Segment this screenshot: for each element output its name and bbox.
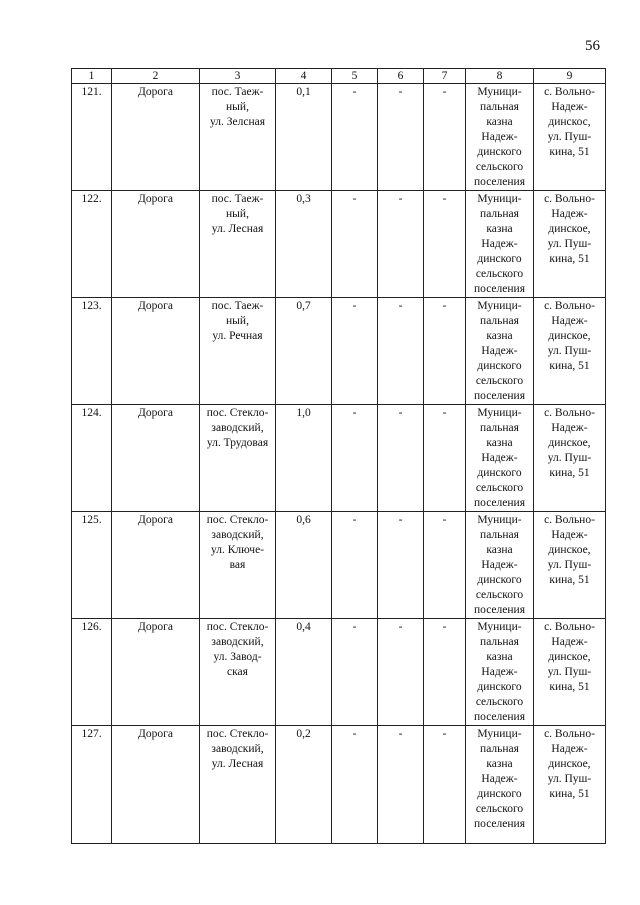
owner-name-line: пальная [480, 208, 519, 220]
column-header: 4 [276, 69, 332, 84]
owner-location [534, 512, 606, 619]
owner-location-line: ул. Пуш- [547, 666, 592, 678]
road-length: 0,1 [276, 84, 332, 191]
object-address-line: ул. Завод- [213, 651, 262, 663]
cell-col6: - [378, 191, 424, 298]
object-type: Дорога [112, 512, 200, 619]
object-address [200, 619, 276, 726]
owner-name-line: Надеж- [481, 773, 518, 785]
cell-col6: - [378, 298, 424, 405]
object-address-line: ный, [226, 315, 249, 327]
road-length: 0,6 [276, 512, 332, 619]
cell-col5: - [332, 84, 378, 191]
owner-name [466, 84, 534, 191]
owner-name-line: сельского [475, 589, 524, 601]
owner-name-line: сельского [475, 268, 524, 280]
owner-location-line: ул. Пуш- [547, 238, 592, 250]
cell-col7: - [424, 191, 466, 298]
owner-location-line: с. Вольно- [544, 621, 595, 633]
column-header: 1 [72, 69, 112, 84]
object-type: Дорога [112, 619, 200, 726]
object-address-line: ул. Трудовая [206, 437, 269, 449]
table-row [72, 84, 606, 191]
owner-name-line: сельского [475, 696, 524, 708]
cell-col5: - [332, 619, 378, 726]
owner-location-line: кина, 51 [549, 574, 590, 586]
road-length: 0,3 [276, 191, 332, 298]
cell-col6: - [378, 405, 424, 512]
owner-location-line: с. Вольно- [544, 407, 595, 419]
object-address-line: ская [227, 666, 248, 678]
owner-name-line: Муници- [477, 621, 522, 633]
object-address-line: заводский, [211, 743, 264, 755]
owner-name-line: поселения [474, 497, 525, 509]
owner-location-line: ул. Пуш- [547, 773, 592, 785]
object-address-line: ул. Зелсная [210, 116, 265, 128]
object-address-line: вая [229, 559, 246, 571]
owner-location-line: динскос, [548, 116, 591, 128]
object-type: Дорога [112, 84, 200, 191]
owner-location-line: с. Вольно- [544, 300, 595, 312]
object-address [200, 405, 276, 512]
owner-name-line: сельского [475, 375, 524, 387]
object-address-line: ул. Ключе- [210, 544, 264, 556]
owner-location-line: Надеж- [551, 743, 588, 755]
column-header: 8 [466, 69, 534, 84]
owner-name-line: Надеж- [481, 452, 518, 464]
owner-name-line: Муници- [477, 514, 522, 526]
owner-name-line: пальная [480, 315, 519, 327]
owner-name-line: динского [477, 146, 522, 158]
row-number: 122. [72, 191, 112, 298]
object-address-line: ул. Лесная [211, 223, 264, 235]
owner-location-line: динское, [548, 651, 591, 663]
cell-col5: - [332, 298, 378, 405]
cell-col7: - [424, 512, 466, 619]
row-number: 121. [72, 84, 112, 191]
owner-name-line: динского [477, 253, 522, 265]
owner-name [466, 298, 534, 405]
owner-name-line: пальная [480, 636, 519, 648]
owner-location-line: с. Вольно- [544, 728, 595, 740]
owner-name [466, 405, 534, 512]
property-registry-table [71, 68, 606, 844]
owner-name-line: динского [477, 788, 522, 800]
owner-location-line: ул. Пуш- [547, 559, 592, 571]
owner-name-line: казна [486, 437, 513, 449]
table-row [72, 619, 606, 726]
object-type: Дорога [112, 405, 200, 512]
owner-name-line: пальная [480, 743, 519, 755]
owner-name-line: динского [477, 360, 522, 372]
cell-col6: - [378, 726, 424, 844]
object-address-line: пос. Стекло- [206, 728, 269, 740]
column-header: 6 [378, 69, 424, 84]
cell-col7: - [424, 405, 466, 512]
owner-location-line: Надеж- [551, 422, 588, 434]
owner-name-line: Муници- [477, 193, 522, 205]
owner-name-line: пальная [480, 529, 519, 541]
object-type: Дорога [112, 726, 200, 844]
object-address [200, 191, 276, 298]
owner-name-line: Надеж- [481, 559, 518, 571]
object-address-line: пос. Таеж- [211, 300, 264, 312]
owner-name-line: динского [477, 574, 522, 586]
owner-name-line: пальная [480, 422, 519, 434]
road-length: 0,2 [276, 726, 332, 844]
owner-name-line: Надеж- [481, 238, 518, 250]
owner-name-line: поселения [474, 818, 525, 830]
row-number: 124. [72, 405, 112, 512]
object-address-line: пос. Стекло- [206, 514, 269, 526]
owner-name-line: казна [486, 651, 513, 663]
row-number: 123. [72, 298, 112, 405]
owner-location-line: кина, 51 [549, 467, 590, 479]
object-address [200, 298, 276, 405]
cell-col6: - [378, 512, 424, 619]
owner-location [534, 405, 606, 512]
owner-name-line: поселения [474, 283, 525, 295]
header-row [72, 69, 606, 84]
cell-col7: - [424, 84, 466, 191]
owner-name-line: динского [477, 681, 522, 693]
owner-name-line: казна [486, 223, 513, 235]
cell-col6: - [378, 619, 424, 726]
object-type: Дорога [112, 298, 200, 405]
page-number: 56 [585, 38, 600, 54]
object-address-line: пос. Стекло- [206, 621, 269, 633]
column-header: 7 [424, 69, 466, 84]
owner-location-line: с. Вольно- [544, 514, 595, 526]
owner-location [534, 726, 606, 844]
owner-location-line: Надеж- [551, 101, 588, 113]
owner-name [466, 619, 534, 726]
owner-name-line: Муници- [477, 728, 522, 740]
row-number: 127. [72, 726, 112, 844]
owner-location-line: с. Вольно- [544, 193, 595, 205]
owner-location [534, 84, 606, 191]
owner-name-line: поселения [474, 390, 525, 402]
owner-name-line: сельского [475, 161, 524, 173]
object-address-line: пос. Стекло- [206, 407, 269, 419]
object-type: Дорога [112, 191, 200, 298]
owner-name-line: Надеж- [481, 345, 518, 357]
owner-name-line: Муници- [477, 86, 522, 98]
column-header: 3 [200, 69, 276, 84]
owner-location-line: Надеж- [551, 636, 588, 648]
owner-location-line: кина, 51 [549, 360, 590, 372]
owner-location-line: ул. Пуш- [547, 452, 592, 464]
owner-name-line: поселения [474, 604, 525, 616]
owner-location-line: кина, 51 [549, 146, 590, 158]
owner-location-line: динское, [548, 330, 591, 342]
owner-name [466, 726, 534, 844]
owner-name-line: пальная [480, 101, 519, 113]
column-header: 2 [112, 69, 200, 84]
owner-location [534, 191, 606, 298]
object-address-line: ул. Речная [212, 330, 263, 342]
owner-name [466, 512, 534, 619]
owner-location-line: с. Вольно- [544, 86, 595, 98]
object-address-line: ул. Лесная [211, 758, 264, 770]
table-row [72, 405, 606, 512]
owner-name-line: Муници- [477, 300, 522, 312]
owner-location-line: динское, [548, 437, 591, 449]
owner-location-line: ул. Пуш- [547, 131, 592, 143]
owner-location-line: Надеж- [551, 529, 588, 541]
row-number: 125. [72, 512, 112, 619]
owner-name [466, 191, 534, 298]
column-header: 5 [332, 69, 378, 84]
road-length: 0,4 [276, 619, 332, 726]
owner-location-line: кина, 51 [549, 788, 590, 800]
table-row [72, 726, 606, 844]
owner-location-line: Надеж- [551, 315, 588, 327]
object-address-line: пос. Таеж- [211, 86, 264, 98]
object-address-line: заводский, [211, 636, 264, 648]
cell-col6: - [378, 84, 424, 191]
cell-col7: - [424, 298, 466, 405]
object-address-line: ный, [226, 101, 249, 113]
cell-col5: - [332, 191, 378, 298]
owner-location-line: Надеж- [551, 208, 588, 220]
road-length: 1,0 [276, 405, 332, 512]
object-address-line: ный, [226, 208, 249, 220]
owner-name-line: сельского [475, 482, 524, 494]
owner-name-line: казна [486, 116, 513, 128]
owner-location-line: кина, 51 [549, 253, 590, 265]
owner-name-line: поселения [474, 176, 525, 188]
object-address-line: заводский, [211, 422, 264, 434]
table-body [72, 84, 606, 844]
cell-col7: - [424, 726, 466, 844]
cell-col5: - [332, 726, 378, 844]
cell-col5: - [332, 512, 378, 619]
owner-location [534, 298, 606, 405]
owner-location [534, 619, 606, 726]
owner-location-line: динское, [548, 223, 591, 235]
owner-location-line: ул. Пуш- [547, 345, 592, 357]
table-row [72, 298, 606, 405]
owner-name-line: казна [486, 330, 513, 342]
cell-col5: - [332, 405, 378, 512]
cell-col7: - [424, 619, 466, 726]
object-address-line: заводский, [211, 529, 264, 541]
owner-name-line: Надеж- [481, 666, 518, 678]
object-address [200, 512, 276, 619]
owner-name-line: сельского [475, 803, 524, 815]
owner-name-line: Муници- [477, 407, 522, 419]
road-length: 0,7 [276, 298, 332, 405]
table-row [72, 191, 606, 298]
object-address [200, 726, 276, 844]
owner-name-line: казна [486, 544, 513, 556]
owner-name-line: динского [477, 467, 522, 479]
table-row [72, 512, 606, 619]
owner-name-line: казна [486, 758, 513, 770]
owner-location-line: кина, 51 [549, 681, 590, 693]
owner-location-line: динское, [548, 544, 591, 556]
object-address [200, 84, 276, 191]
owner-name-line: Надеж- [481, 131, 518, 143]
row-number: 126. [72, 619, 112, 726]
owner-name-line: поселения [474, 711, 525, 723]
column-header: 9 [534, 69, 606, 84]
owner-location-line: динское, [548, 758, 591, 770]
object-address-line: пос. Таеж- [211, 193, 264, 205]
